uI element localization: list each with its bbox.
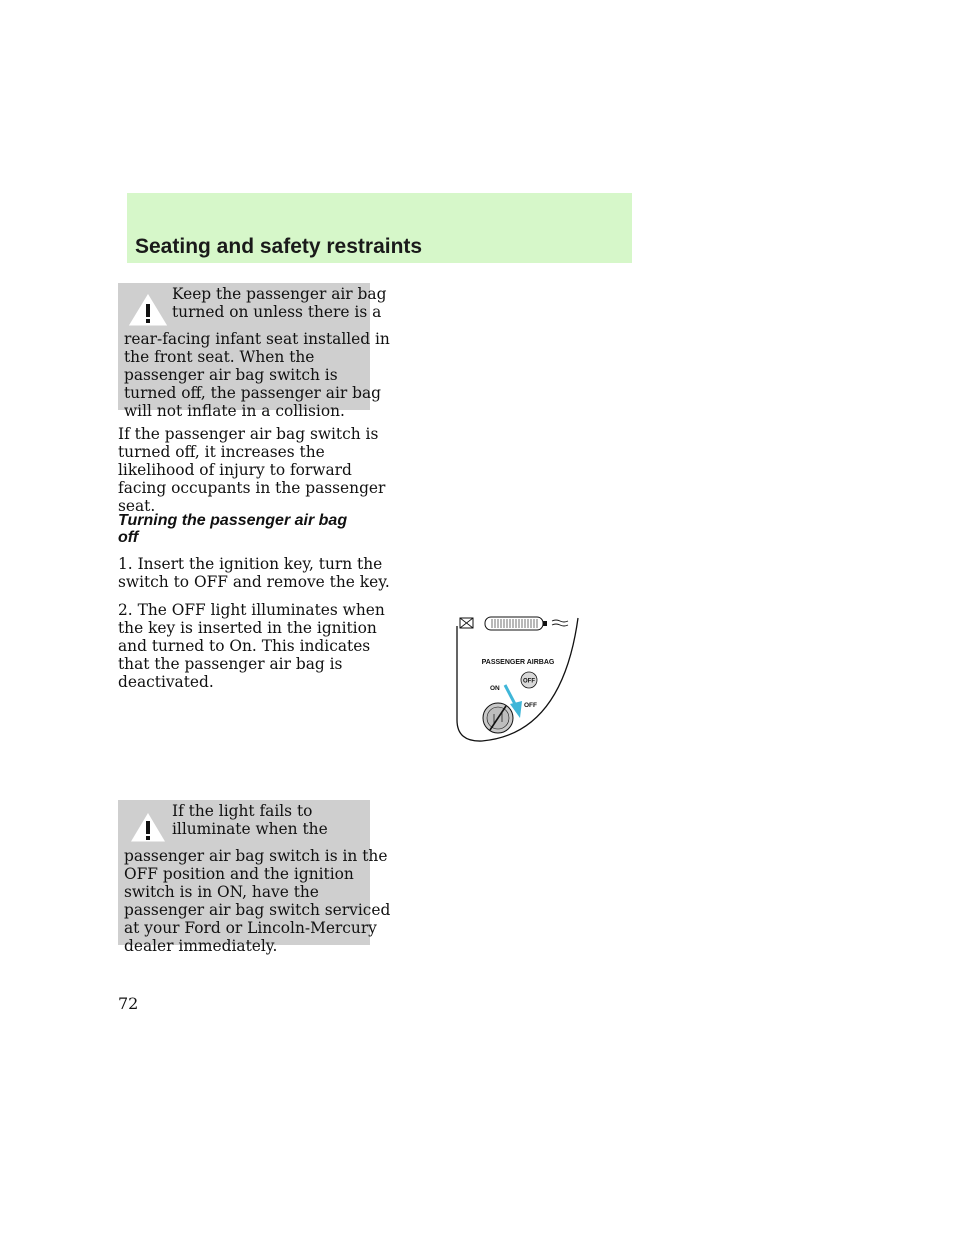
step-1 [118, 555, 390, 591]
step2-line: deactivated. [118, 673, 214, 691]
panel-label: PASSENGER AIRBAG [481, 659, 555, 666]
warning-triangle-icon [124, 807, 172, 847]
warning1-line: rear-facing infant seat installed in [124, 330, 390, 348]
warning1-line: the front seat. When the [124, 348, 315, 366]
on-label: ON [490, 685, 500, 692]
paragraph-switch-off-risk [118, 425, 386, 515]
warning1-line: will not inflate in a collision. [124, 402, 345, 420]
para1-line: likelihood of injury to forward [118, 461, 352, 479]
panel-outline [457, 618, 578, 741]
rotation-arrow-shaft [505, 685, 516, 706]
warning2-line: passenger air bag switch serviced [124, 901, 391, 919]
warning2-line: at your Ford or Lincoln-Mercury [124, 919, 377, 937]
warning1-line: passenger air bag switch is [124, 366, 338, 384]
warning1-line: turned off, the passenger air bag [124, 384, 382, 402]
section-header [127, 193, 632, 263]
subhead-line: off [118, 529, 139, 546]
para1-line: turned off, it increases the [118, 443, 325, 461]
warning2-line: OFF position and the ignition [124, 865, 354, 883]
para1-line: seat. [118, 497, 156, 515]
warning1-line: turned on unless there is a [172, 303, 382, 321]
section-title: Seating and safety restraints [135, 235, 423, 258]
step2-line: and turned to On. This indicates [118, 637, 371, 655]
airbag-switch-diagram [450, 608, 585, 748]
para1-line: If the passenger air bag switch is [118, 425, 379, 443]
warning-triangle-icon [124, 290, 172, 330]
step-2 [118, 601, 385, 691]
warning1-line: Keep the passenger air bag [172, 285, 387, 303]
warning-box-light-fails [118, 800, 391, 955]
step1-line: switch to OFF and remove the key. [118, 573, 390, 591]
wavy-lines-icon [552, 620, 568, 626]
para1-line: facing occupants in the passenger [118, 479, 386, 497]
warning-box-airbag-on [118, 283, 390, 420]
step2-line: 2. The OFF light illuminates when [118, 601, 385, 619]
page-number: 72 [118, 994, 139, 1013]
warning2-line: illuminate when the [172, 820, 328, 838]
off-light-label: OFF [523, 678, 535, 685]
subhead-line: Turning the passenger air bag [118, 512, 348, 529]
warning2-line: dealer immediately. [124, 937, 278, 955]
step1-line: 1. Insert the ignition key, turn the [118, 555, 383, 573]
warning2-line: switch is in ON, have the [124, 883, 319, 901]
off-position-label: OFF [524, 702, 537, 709]
step2-line: the key is inserted in the ignition [118, 619, 377, 637]
warning2-line: passenger air bag switch is in the [124, 847, 388, 865]
subheading-turning-off [118, 512, 347, 546]
step2-line: that the passenger air bag is [118, 655, 343, 673]
warning2-line: If the light fails to [172, 802, 313, 820]
